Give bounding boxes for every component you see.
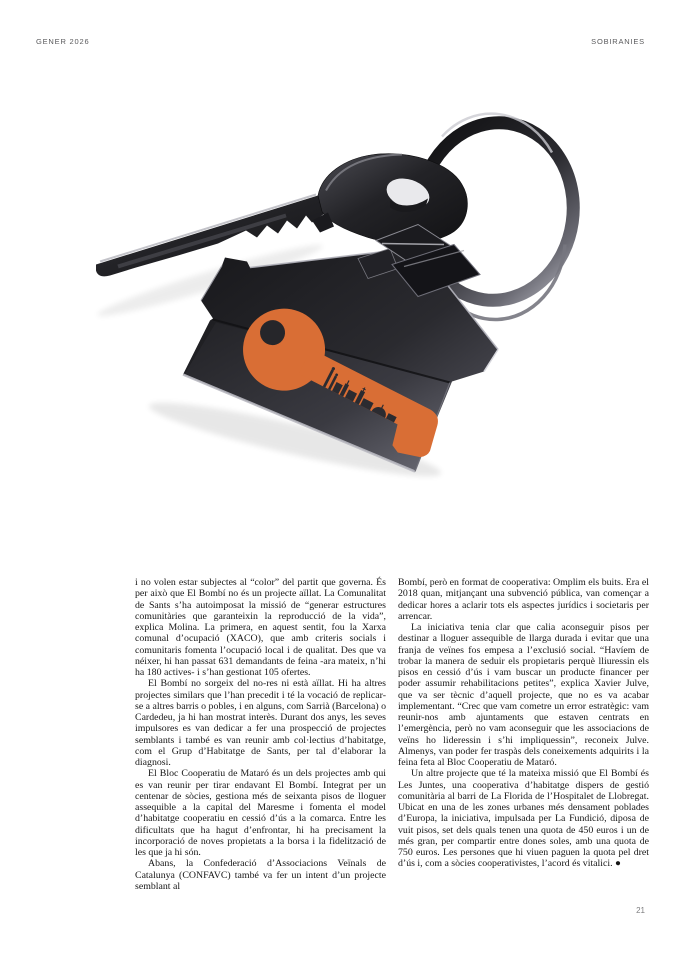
article-paragraph: La iniciativa tenia clar que calia aconseguir pisos per destinar a lloguer assequible de llarga durada i evitar que una franja de veïnes fos empesa a l’exclusió social. “Havíem de trobar la manera de seduir els propietaris perquè lliuressin els pisos en cessió d’ús i vam buscar un producte financer per poder assumir rehabilitacions petites”, explica Xavier Julve, que va ser tècnic d’aquell projecte, que no es va acabar implementant. “Crec que vam cometre un error estratègic: vam reunir-nos amb ajuntaments que estaven centrats en l’emergència, però no vam aconseguir que les associacions de veïns ho lideressin i s’hi impliquessin”, reconeix Julve. Almenys, van poder fer traspàs dels coneixements adquirits i la feina feta al Bloc Cooperatiu de Mataró. bbox=[398, 622, 649, 768]
article-paragraph: Bombí, però en format de cooperativa: Omplim els buits. Era el 2018 quan, mitjançant una subvenció pública, van començar a dedicar hores a aclarir tots els aspectes jurídics i societaris per arrencar. bbox=[398, 577, 649, 622]
article-paragraph: El Bloc Cooperatiu de Mataró és un dels projectes amb qui es van reunir per tirar endavant El Bombí. Integrat per un centenar de sòcies, gestiona més de seixanta pisos de lloguer assequible a la capital del Maresme i fomenta el model d’habitatge cooperatiu en cessió d’ús a la comarca. Entre les dificultats que ha hagut d’enfrontar, hi ha precisament la incorporació de noves propietats a la borsa i la fidelització de les que ja hi són. bbox=[135, 768, 386, 858]
header-date: GENER 2026 bbox=[36, 37, 90, 46]
article-column-left bbox=[135, 577, 386, 892]
article-paragraph: El Bombí no sorgeix del no-res ni està aïllat. Hi ha altres projectes similars que l’han precedit i té la vocació de replicar-se a altres barris o pobles, i en alguns, com Sarrià (Barcelona) o Cardedeu, ja hi han mostrat interès. Durant dos anys, les seves impulsores es van dedicar a fer una prospecció de projectes semblants i també es van reunir amb col·lectius d’habitatge, com el Grup d’Habitatge de Sants, per tal d’elaborar la diagnosi. bbox=[135, 678, 386, 768]
article-column-right bbox=[398, 577, 649, 870]
header-section: SOBIRANIES bbox=[591, 37, 645, 46]
page-number: 21 bbox=[636, 906, 645, 915]
article-paragraph: Un altre projecte que té la mateixa missió que El Bombí és Les Juntes, una cooperativa d’habitatge dispers de gestió comunitària al barri de La Florida de l’Hospitalet de Llobregat. Ubicat en una de les zones urbanes més densament poblades d’Europa, la iniciativa, impulsada per La Fundició, diposa de vuit pisos, set dels quals tenen una quota de 450 euros i un de més gran, per compartir entre dones soles, amb una quota de 750 euros. Les persones que hi viuen paguen la quota pel dret d’ús i, com a sòcies cooperativistes, l’acord és vitalici. ● bbox=[398, 768, 649, 870]
article-paragraph: Abans, la Confederació d’Associacions Veïnals de Catalunya (CONFAVC) també va fer un intent d’un projecte semblant al bbox=[135, 858, 386, 892]
keychain-photo bbox=[60, 92, 620, 507]
article-paragraph: i no volen estar subjectes al “color” del partit que governa. És per això que El Bombí no és un projecte aïllat. La Comunalitat de Sants s’ha autoimposat la missió de “generar estructures comunitàries que garanteixin la reproducció de la vida”, explica Molina. La primera, en aquest sentit, fou la Xarxa comunal d’ocupació (XACO), que amb criteris socials i comunitaris fomenta l’ocupació local i de qualitat. Des que va néixer, hi han passat 631 demandants de feina -ara mateix, n’hi ha 180 actives- i s’han gestionat 105 ofertes. bbox=[135, 577, 386, 678]
